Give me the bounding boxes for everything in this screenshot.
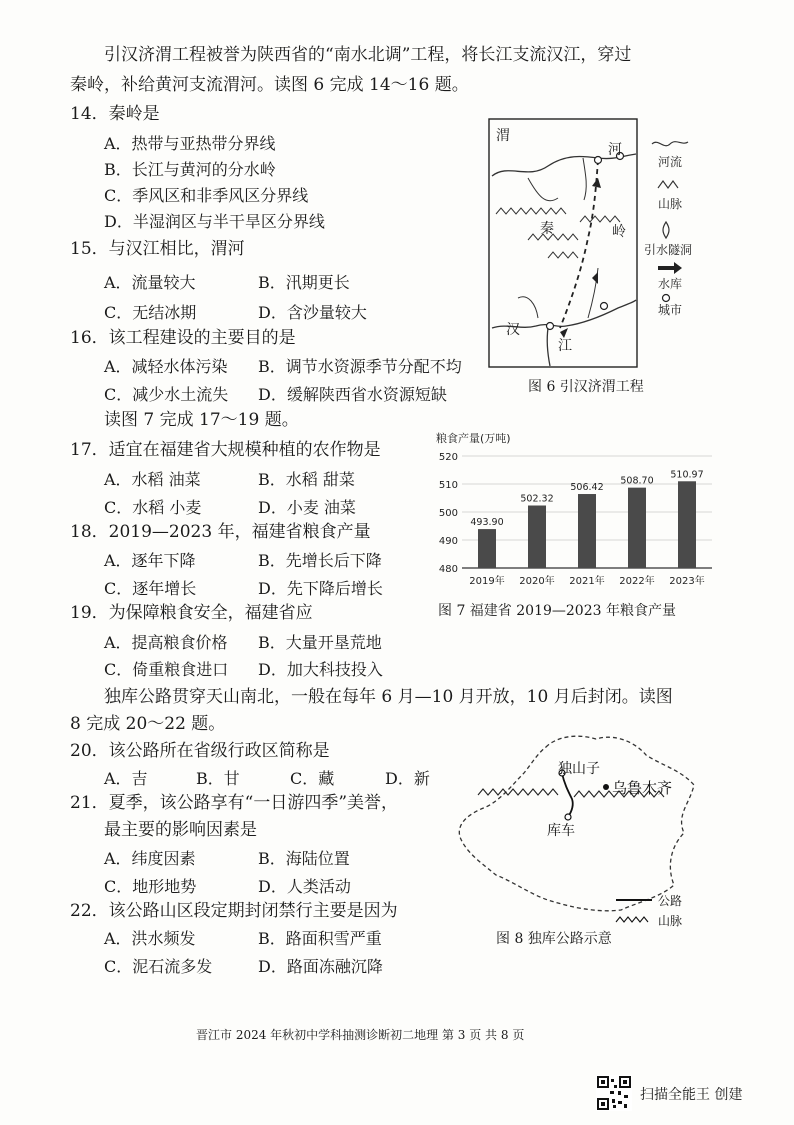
q15-option-c: C．无结冰期 (104, 303, 197, 322)
q14-stem: 14．秦岭是 (70, 104, 160, 124)
city-icon (595, 157, 602, 164)
q21-stem: 21．夏季，该公路享有“一日游四季”美誉， (70, 793, 399, 813)
chart-data-label: 506.42 (570, 482, 604, 494)
q20-option-b: B．甘 (196, 769, 240, 788)
legend-river: 河流 (658, 155, 683, 169)
q21-option-b: B．海陆位置 (258, 849, 350, 868)
q16-option-c: C．减少水土流失 (104, 385, 229, 404)
label-urumqi: 乌鲁木齐 (612, 779, 673, 797)
chart-bar (578, 494, 596, 568)
chart-bar (478, 529, 496, 568)
intro-line-2: 秦岭，补给黄河支流渭河。读图 6 完成 14～16 题。 (70, 75, 469, 95)
chart-ylabel: 粮食产量(万吨) (436, 432, 511, 445)
q22-option-c: C．泥石流多发 (104, 957, 213, 976)
q19-option-a: A．提高粮食价格 (104, 633, 228, 652)
q15-option-d: D．含沙量较大 (258, 303, 367, 322)
label-wei: 渭 (496, 128, 510, 144)
q22-option-a: A．洪水频发 (104, 929, 196, 948)
scanner-watermark: 扫描全能王 创建 (640, 1087, 743, 1103)
q17-option-c: C．水稻 小麦 (104, 498, 202, 517)
chart-category-label: 2022年 (619, 576, 655, 587)
mountain-legend-icon (658, 181, 678, 188)
page-footer: 晋江市 2024 年秋初中学科抽测诊断初二地理 第 3 页 共 8 页 (196, 1028, 525, 1042)
q17-option-a: A．水稻 油菜 (104, 470, 201, 489)
chart-category-label: 2019年 (469, 576, 505, 587)
chart-category-label: 2020年 (519, 576, 555, 587)
q17-option-b: B．水稻 甜菜 (258, 470, 355, 489)
duku-highway (562, 773, 573, 817)
q21-option-c: C．地形地势 (104, 877, 197, 896)
legend-reservoir: 水库 (658, 277, 683, 291)
q15-option-a: A．流量较大 (104, 273, 196, 292)
fig7-caption: 图 7 福建省 2019—2023 年粮食产量 (438, 603, 676, 619)
q19-option-d: D．加大科技投入 (258, 660, 383, 679)
label-dushanzi: 独山子 (558, 761, 600, 777)
q22-stem: 22．该公路山区段定期封闭禁行主要是因为 (70, 901, 398, 921)
fig6-caption: 图 6 引汉济渭工程 (528, 379, 644, 395)
q14-option-c: C．季风区和非季风区分界线 (104, 186, 309, 205)
q16-option-a: A．减轻水体污染 (104, 357, 228, 376)
q14-option-a: A．热带与亚热带分界线 (104, 134, 276, 153)
q14-option-d: D．半湿润区与半干旱区分界线 (104, 212, 325, 231)
reservoir-legend-icon (658, 262, 682, 274)
q18-stem: 18．2019—2023 年，福建省粮食产量 (70, 522, 371, 542)
chart-ytick-label: 500 (438, 508, 458, 519)
legend-road: 公路 (658, 894, 683, 908)
q22-option-d: D．路面冻融沉降 (258, 957, 383, 976)
q17-option-d: D．小麦 油菜 (258, 498, 356, 517)
river-legend-icon (652, 142, 688, 146)
intro3-line-1: 独库公路贯穿天山南北，一般在每年 6 月—10 月开放，10 月后封闭。读图 (104, 687, 673, 707)
chart-data-label: 508.70 (620, 475, 654, 487)
fig6-legend (644, 136, 704, 316)
chart-ytick-label: 480 (438, 564, 458, 575)
q21-option-a: A．纬度因素 (104, 849, 196, 868)
q22-option-b: B．路面积雪严重 (258, 929, 382, 948)
q18-option-c: C．逐年增长 (104, 579, 197, 598)
fig8-legend (612, 890, 692, 930)
mountain-legend-icon-8 (616, 917, 648, 922)
intro-line-1: 引汉济渭工程被誉为陕西省的“南水北调”工程，将长江支流汉江，穿过 (104, 45, 632, 65)
q15-stem: 15．与汉江相比，渭河 (70, 239, 245, 259)
q18-option-a: A．逐年下降 (104, 551, 196, 570)
q19-option-c: C．倚重粮食进口 (104, 660, 229, 679)
q18-option-d: D．先下降后增长 (258, 579, 383, 598)
label-he: 河 (608, 142, 622, 158)
q20-stem: 20．该公路所在省级行政区简称是 (70, 741, 330, 761)
q16-stem: 16．该工程建设的主要目的是 (70, 328, 296, 348)
chart-bar (678, 481, 696, 568)
q15-option-b: B．汛期更长 (258, 273, 350, 292)
q19-stem: 19．为保障粮食安全，福建省应 (70, 603, 313, 623)
q18-option-b: B．先增长后下降 (258, 551, 382, 570)
intro2: 读图 7 完成 17～19 题。 (104, 410, 299, 430)
label-han: 汉 (506, 322, 520, 338)
chart-ytick-label: 510 (438, 480, 458, 491)
urumqi-city-icon (603, 784, 609, 790)
intro3-line-2: 8 完成 20～22 题。 (70, 714, 226, 734)
chart-ytick-label: 520 (438, 452, 458, 463)
q21-option-d: D．人类活动 (258, 877, 351, 896)
fig7-chart (430, 428, 720, 600)
fig6-map (488, 118, 638, 368)
fig8-caption: 图 8 独库公路示意 (496, 931, 612, 947)
q16-option-b: B．调节水资源季节分配不均 (258, 357, 462, 376)
chart-data-label: 502.32 (520, 493, 554, 505)
legend-tunnel: 引水隧洞 (644, 243, 693, 257)
chart-bar (528, 506, 546, 568)
q19-option-b: B．大量开垦荒地 (258, 633, 382, 652)
q20-option-c: C．藏 (290, 769, 335, 788)
chart-category-label: 2023年 (669, 576, 705, 587)
legend-mountain: 山脉 (658, 197, 683, 211)
legend-mountain-8: 山脉 (658, 914, 683, 928)
label-kuche: 库车 (547, 823, 575, 839)
label-jiang: 江 (558, 338, 572, 354)
reservoir-icon (560, 328, 568, 338)
q16-option-d: D．缓解陕西省水资源短缺 (258, 385, 447, 404)
chart-data-label: 510.97 (670, 469, 704, 481)
qinling-mountains (496, 208, 620, 258)
q20-option-a: A．吉 (104, 769, 148, 788)
chart-data-label: 493.90 (470, 517, 504, 529)
q14-option-b: B．长江与黄河的分水岭 (104, 160, 276, 179)
city-legend-icon (663, 295, 670, 302)
qr-code-icon (596, 1075, 632, 1111)
label-qin: 秦 (540, 221, 554, 237)
q17-stem: 17．适宜在福建省大规模种植的农作物是 (70, 440, 381, 460)
chart-bar (628, 488, 646, 568)
chart-ytick-label: 490 (438, 536, 458, 547)
legend-city: 城市 (658, 303, 683, 316)
tunnel-legend-icon (663, 222, 669, 238)
kuche-city-icon (565, 814, 571, 820)
q20-option-d: D．新 (385, 769, 430, 788)
q21-stem-2: 最主要的影响因素是 (104, 820, 257, 840)
chart-category-label: 2021年 (569, 576, 605, 587)
label-ling: 岭 (612, 224, 626, 240)
